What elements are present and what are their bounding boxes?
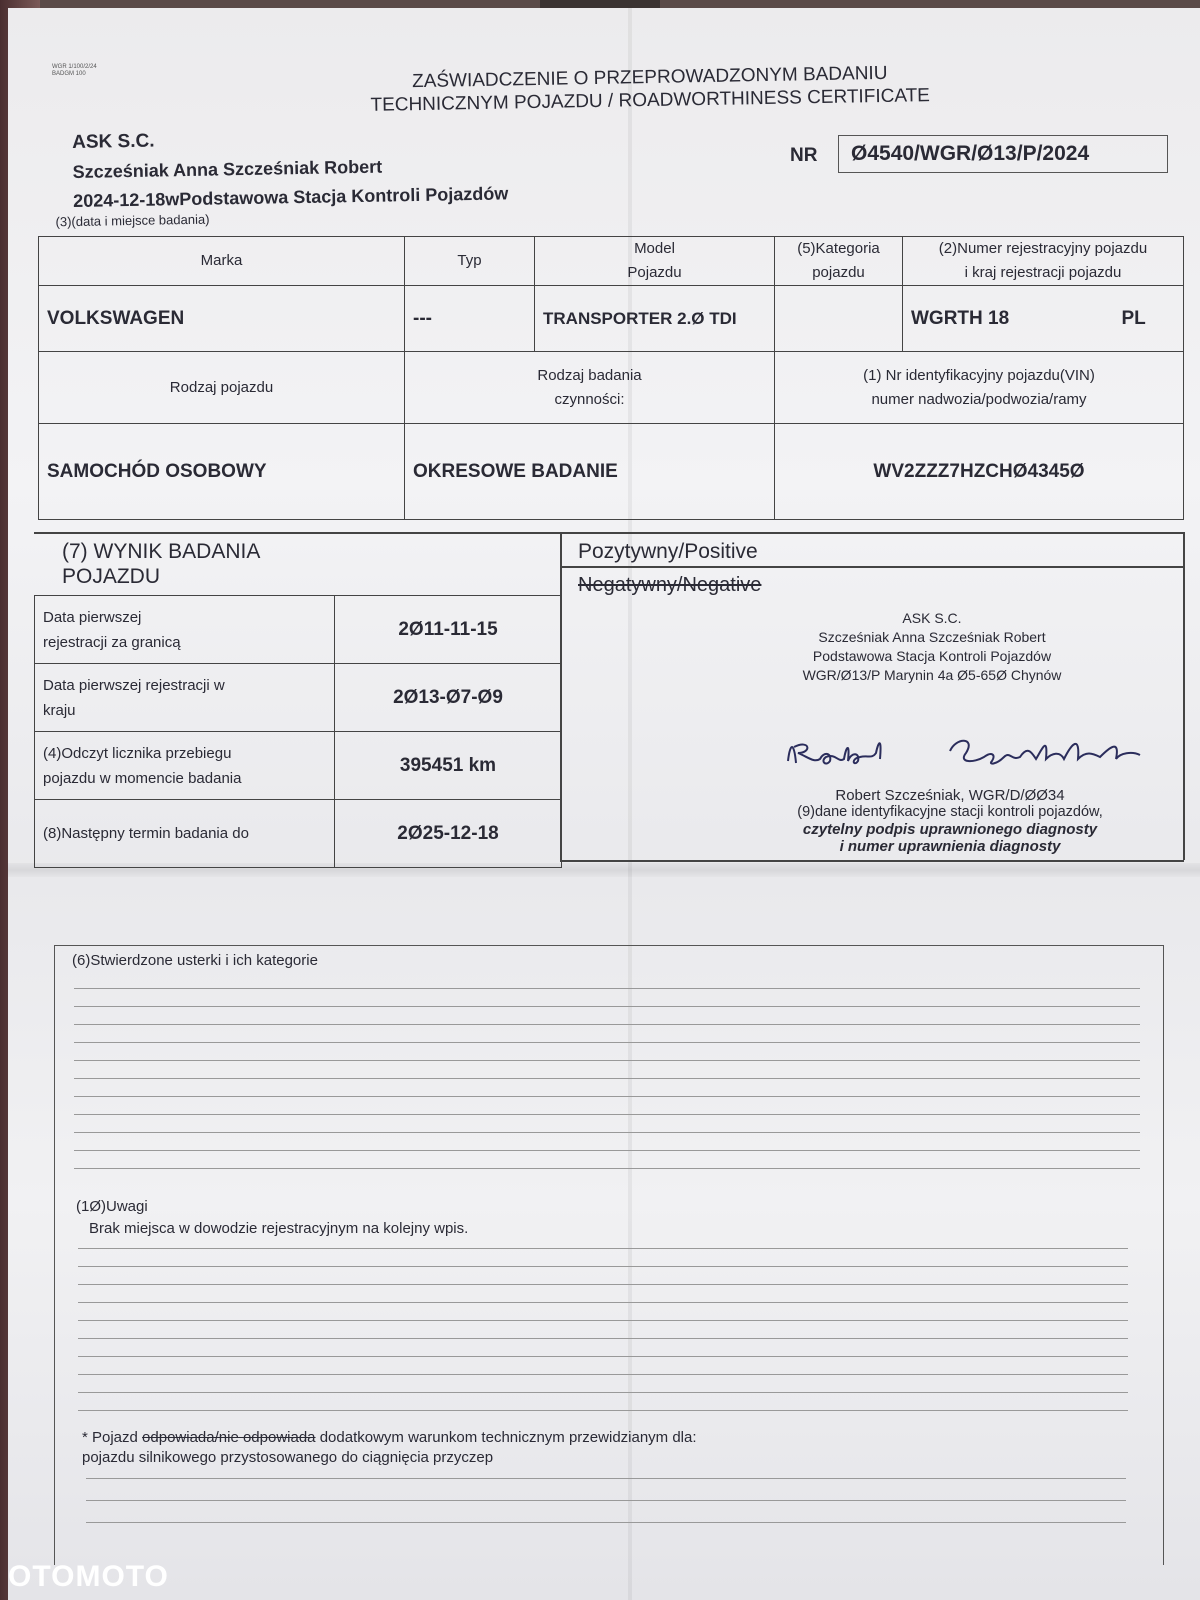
footnote-rest: dodatkowym warunkom technicznym przewidzianym dla: (319, 1429, 697, 1446)
remarks-text: Brak miejsca w dowodzie rejestracyjnym na kolejny wpis. (89, 1220, 469, 1237)
result-title-line-1: (7) WYNIK BADANIA (62, 540, 261, 563)
ruled-line (78, 1320, 1128, 1321)
vin-header-line-1: (1) Nr identyfikacyjny pojazdu(VIN) (863, 366, 1095, 384)
signature-caption-3: i numer uprawnienia diagnosty (839, 838, 1061, 855)
ruled-line (74, 1042, 1140, 1043)
result-divider (560, 566, 1184, 568)
ruled-line (78, 1302, 1128, 1303)
next-inspection-date: 2Ø25-12-18 (335, 800, 562, 868)
date-row-label-1: (4)Odczyt licznika przebiegu (43, 744, 232, 762)
vehicle-table (38, 236, 1184, 520)
diagnostician-name: Robert Szcześniak, WGR/D/ØØ34 (835, 787, 1065, 804)
ruled-line (74, 1132, 1140, 1133)
ruled-line (78, 1266, 1128, 1267)
ruled-line (74, 1024, 1140, 1025)
station-stamp (742, 609, 1122, 685)
ruled-line (74, 1060, 1140, 1061)
result-border-top (34, 532, 1184, 534)
ruled-line (74, 1096, 1140, 1097)
ruled-line (86, 1500, 1126, 1501)
registration-value: WGRTH 18 (903, 286, 1114, 352)
stamp-line-2: Szcześniak Anna Szcześniak Robert (818, 629, 1046, 645)
date-row-label-2: kraju (43, 701, 76, 719)
type-value: --- (405, 286, 535, 352)
dates-table (34, 595, 562, 868)
model-header-line-2: Pojazdu (627, 264, 682, 281)
result-border-right (1183, 532, 1185, 860)
footnote-line-1 (82, 1428, 882, 1448)
inspection-kind-header-line-1: Rodzaj badania (537, 366, 642, 384)
date-row (35, 596, 562, 664)
date-row-label (35, 664, 335, 732)
first-domestic-registration: 2Ø13-Ø7-Ø9 (335, 664, 562, 732)
date-place: 2024-12-18wPodstawowa Stacja Kontroli Pojazdów (73, 183, 509, 211)
title-line-2: TECHNICZNYM POJAZDU / ROADWORTHINESS CERTIFICATE (370, 85, 931, 116)
ruled-line (74, 1078, 1140, 1079)
vehicle-header-row (39, 237, 1184, 286)
stamp-line-4: WGR/Ø13/P Marynin 4a Ø5-65Ø Chynów (802, 667, 1062, 683)
title-line-1: ZAŚWIADCZENIE O PRZEPROWADZONYM BADANIU (411, 62, 888, 93)
kind-header: Rodzaj pojazdu (39, 352, 405, 424)
nr-label: NR (790, 145, 818, 166)
date-row (35, 800, 562, 868)
ruled-line (74, 1168, 1140, 1169)
ruled-line (78, 1284, 1128, 1285)
inspection-kind-header (405, 352, 775, 424)
registration-header (903, 237, 1184, 286)
date-row-label (35, 596, 335, 664)
vehicle-value-row (39, 286, 1184, 352)
model-value: TRANSPORTER 2.Ø TDI (535, 286, 775, 352)
date-row-label-1: Data pierwszej rejestracji w (43, 676, 225, 694)
signature-block (740, 787, 1160, 855)
stamp-line-1: ASK S.C. (902, 610, 962, 626)
date-row-label-2: rejestracji za granicą (43, 633, 181, 651)
odometer-reading: 395451 km (335, 732, 562, 800)
category-header-line-1: (5)Kategoria (797, 240, 880, 257)
result-border-bottom (560, 860, 1184, 862)
ruled-line (78, 1374, 1128, 1375)
kind-value: SAMOCHÓD OSOBOWY (39, 424, 405, 520)
date-place-label: (3)(data i miejsce badania) (55, 211, 210, 230)
ruled-line (74, 1114, 1140, 1115)
defects-remarks-box (54, 945, 1164, 1565)
category-value (775, 286, 903, 352)
result-negative: Negatywny/Negative (578, 574, 762, 596)
issuer-block (55, 124, 509, 230)
certificate-number: Ø4540/WGR/Ø13/P/2024 (838, 135, 1168, 173)
kind-header-row (39, 352, 1184, 424)
remarks-label: (1Ø)Uwagi (76, 1198, 148, 1215)
ruled-line (86, 1478, 1126, 1479)
first-foreign-registration: 2Ø11-11-15 (335, 596, 562, 664)
ruled-line (86, 1522, 1126, 1523)
category-header-line-2: pojazdu (812, 264, 865, 281)
country-value: PL (1114, 286, 1184, 352)
date-row-label (35, 800, 335, 868)
ruled-line (74, 1150, 1140, 1151)
date-row-label-1: (8)Następny termin badania do (43, 825, 249, 842)
vin-header-line-2: numer nadwozia/podwozia/ramy (871, 390, 1087, 408)
signature-caption-1: (9)dane identyfikacyjne stacji kontroli pojazdów, (797, 804, 1103, 820)
inspection-kind-header-line-2: czynności: (554, 390, 625, 408)
footnote-struck: odpowiada/nie odpowiada (142, 1429, 316, 1446)
stamp-line-3: Podstawowa Stacja Kontroli Pojazdów (812, 648, 1052, 664)
ruled-line (78, 1248, 1128, 1249)
ruled-line (74, 1006, 1140, 1007)
date-row-label-1: Data pierwszej (43, 608, 142, 626)
result-positive: Pozytywny/Positive (578, 540, 758, 563)
make-header: Marka (39, 237, 405, 286)
ruled-line (78, 1338, 1128, 1339)
date-row-label (35, 732, 335, 800)
handwritten-signature (780, 723, 1160, 783)
registration-header-line-2: i kraj rejestracji pojazdu (964, 264, 1122, 281)
category-header (775, 237, 903, 286)
vin-header (775, 352, 1184, 424)
result-title-line-2: POJAZDU (62, 565, 161, 588)
signature-caption-2: czytelny podpis uprawnionego diagnosty (802, 821, 1098, 838)
result-title (62, 539, 260, 589)
footnote (82, 1428, 882, 1468)
inspection-kind-value: OKRESOWE BADANIE (405, 424, 775, 520)
ruled-line (78, 1356, 1128, 1357)
model-header (535, 237, 775, 286)
type-header: Typ (405, 237, 535, 286)
vin-value: WV2ZZZ7HZCHØ4345Ø (775, 424, 1184, 520)
model-header-line-1: Model (634, 240, 675, 257)
issuer-owners: Szcześniak Anna Szcześniak Robert (72, 156, 383, 182)
footnote-prefix: * Pojazd (82, 1429, 138, 1446)
issuer-name: ASK S.C. (72, 130, 155, 153)
date-row (35, 732, 562, 800)
ruled-line (78, 1392, 1128, 1393)
date-row (35, 664, 562, 732)
small-print: WGR 1/100/2/24 BADGM 100 (52, 64, 97, 77)
ruled-line (78, 1410, 1128, 1411)
footnote-line-2: pojazdu silnikowego przystosowanego do ciągnięcia przyczep (82, 1449, 494, 1466)
defects-label: (6)Stwierdzone usterki i ich kategorie (72, 952, 318, 969)
date-row-label-2: pojazdu w momencie badania (43, 769, 242, 787)
registration-header-line-1: (2)Numer rejestracyjny pojazdu (938, 240, 1148, 257)
make-value: VOLKSWAGEN (39, 286, 405, 352)
kind-value-row (39, 424, 1184, 520)
ruled-line (74, 988, 1140, 989)
otomoto-watermark: OTOMOTO (8, 1560, 169, 1593)
